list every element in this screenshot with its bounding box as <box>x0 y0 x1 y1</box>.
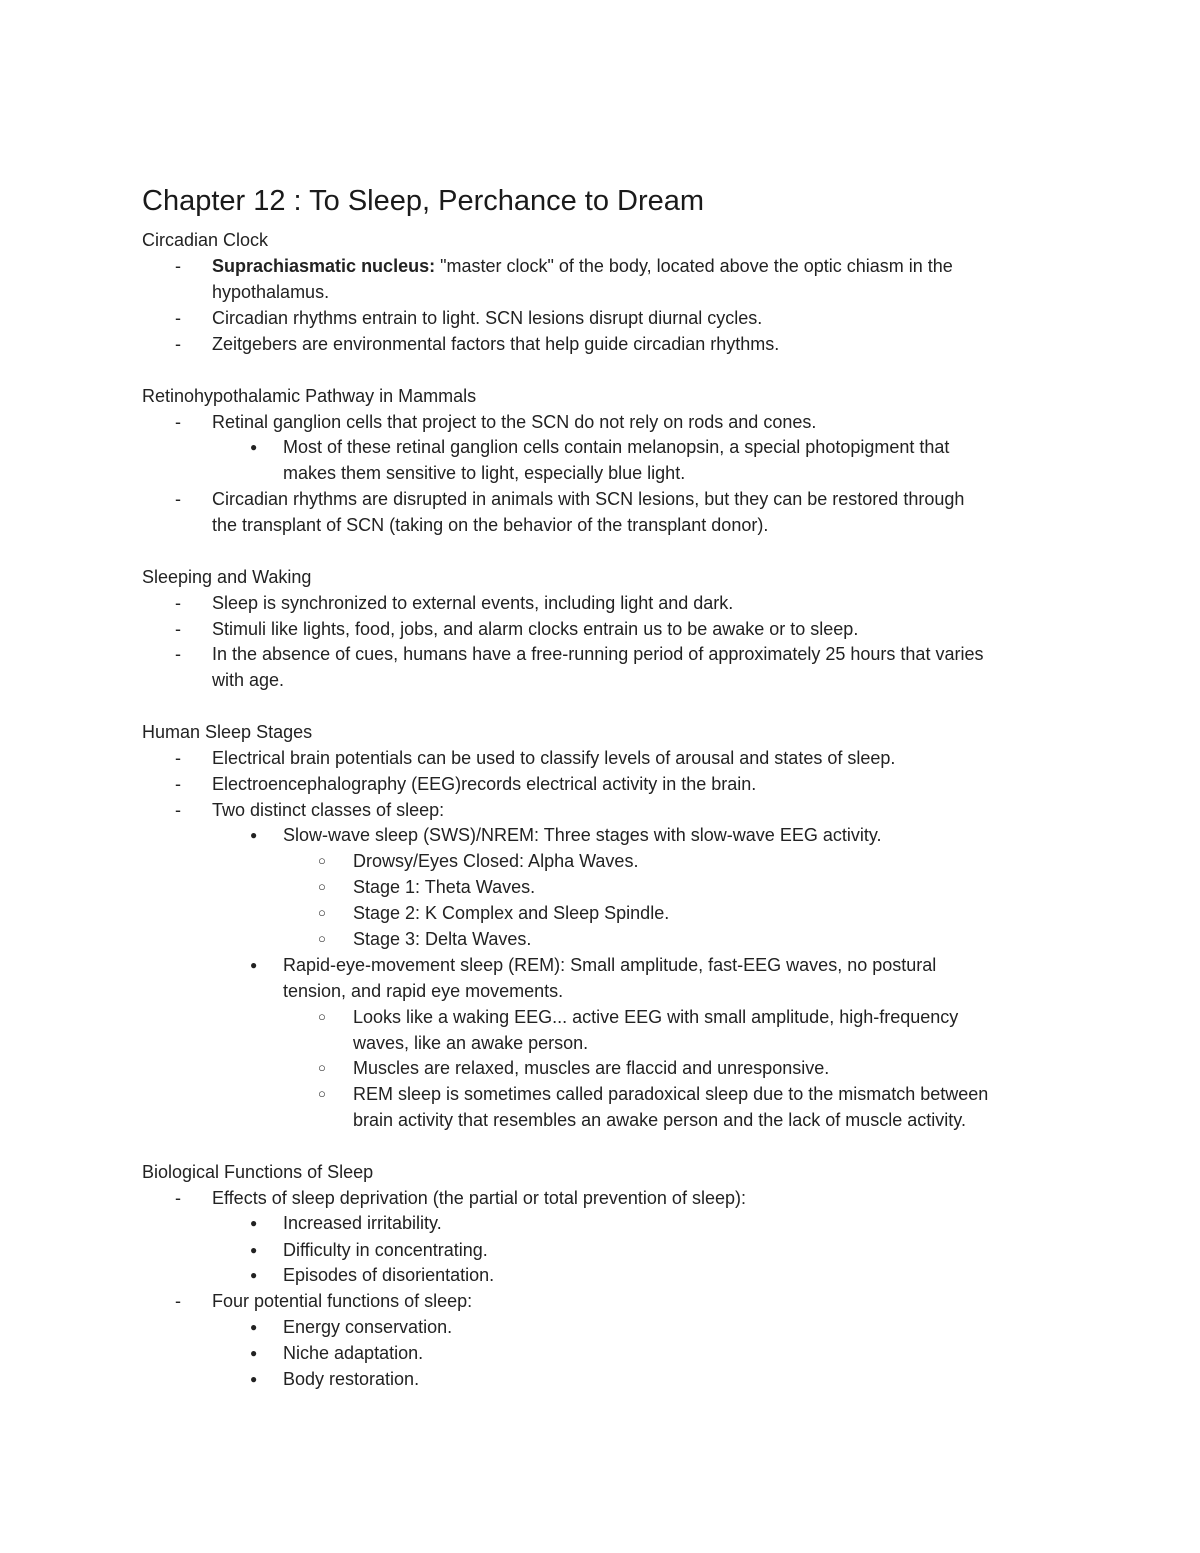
list-item: Electroencephalography (EEG)records electrical activity in the brain. <box>212 774 757 794</box>
sub-list-item: Difficulty in concentrating. <box>283 1240 488 1260</box>
sub-list-item: Increased irritability. <box>283 1213 442 1233</box>
sub-list-item: Episodes of disorientation. <box>283 1265 495 1285</box>
circle-bullet: ○ <box>318 905 326 920</box>
sub-sub-list-item: Stage 1: Theta Waves. <box>353 877 536 897</box>
sub-list-item: Slow-wave sleep (SWS)/NREM: Three stages with slow-wave EEG activity. <box>283 825 882 845</box>
circle-bullet: ○ <box>318 931 326 946</box>
sub-sub-list-item: Drowsy/Eyes Closed: Alpha Waves. <box>353 851 639 871</box>
dash-bullet: - <box>175 774 181 794</box>
disc-bullet: ● <box>250 828 258 842</box>
list-item: Retinal ganglion cells that project to the SCN do not rely on rods and cones. <box>212 412 817 432</box>
sub-sub-list-item-continuation: brain activity that resembles an awake person and the lack of muscle activity. <box>353 1110 966 1130</box>
disc-bullet: ● <box>250 958 258 972</box>
sub-list-item-continuation: makes them sensitive to light, especially blue light. <box>283 463 686 483</box>
disc-bullet: ● <box>250 1216 258 1230</box>
section-heading: Sleeping and Waking <box>142 567 312 587</box>
list-item-continuation: hypothalamus. <box>212 282 330 302</box>
sub-list-item: Rapid-eye-movement sleep (REM): Small amplitude, fast-EEG waves, no postural <box>283 955 937 975</box>
dash-bullet: - <box>175 412 181 432</box>
dash-bullet: - <box>175 593 181 613</box>
disc-bullet: ● <box>250 1243 258 1257</box>
list-item: Two distinct classes of sleep: <box>212 800 445 820</box>
dash-bullet: - <box>175 619 181 639</box>
list-item: Zeitgebers are environmental factors that help guide circadian rhythms. <box>212 334 780 354</box>
list-item <box>212 253 953 279</box>
disc-bullet: ● <box>250 1346 258 1360</box>
dash-bullet: - <box>175 334 181 354</box>
bold-term: Suprachiasmatic nucleus: <box>212 256 436 276</box>
section-heading: Human Sleep Stages <box>142 722 313 742</box>
section-heading: Circadian Clock <box>142 230 269 250</box>
dash-bullet: - <box>175 489 181 509</box>
sub-list-item: Niche adaptation. <box>283 1343 424 1363</box>
disc-bullet: ● <box>250 440 258 454</box>
dash-bullet: - <box>175 308 181 328</box>
sub-sub-list-item: Muscles are relaxed, muscles are flaccid and unresponsive. <box>353 1058 830 1078</box>
circle-bullet: ○ <box>318 879 326 894</box>
sub-list-item: Most of these retinal ganglion cells contain melanopsin, a special photopigment that <box>283 437 950 457</box>
list-item: Sleep is synchronized to external events, including light and dark. <box>212 593 734 613</box>
section-heading: Biological Functions of Sleep <box>142 1162 374 1182</box>
list-item: Circadian rhythms are disrupted in animals with SCN lesions, but they can be restored through <box>212 489 965 509</box>
list-item: Circadian rhythms entrain to light. SCN lesions disrupt diurnal cycles. <box>212 308 763 328</box>
circle-bullet: ○ <box>318 1009 326 1024</box>
circle-bullet: ○ <box>318 1060 326 1075</box>
list-item: In the absence of cues, humans have a free-running period of approximately 25 hours that varies <box>212 644 984 664</box>
dash-bullet: - <box>175 256 181 276</box>
circle-bullet: ○ <box>318 853 326 868</box>
list-item: Electrical brain potentials can be used to classify levels of arousal and states of sleep. <box>212 748 896 768</box>
disc-bullet: ● <box>250 1268 258 1282</box>
sub-sub-list-item: Stage 3: Delta Waves. <box>353 929 532 949</box>
sub-sub-list-item: REM sleep is sometimes called paradoxical sleep due to the mismatch between <box>353 1084 989 1104</box>
dash-bullet: - <box>175 1188 181 1208</box>
list-item-text: "master clock" of the body, located above the optic chiasm in the <box>435 256 953 276</box>
page-title: Chapter 12 : To Sleep, Perchance to Dream <box>142 185 705 217</box>
disc-bullet: ● <box>250 1320 258 1334</box>
section-heading: Retinohypothalamic Pathway in Mammals <box>142 386 477 406</box>
list-item: Four potential functions of sleep: <box>212 1291 473 1311</box>
dash-bullet: - <box>175 748 181 768</box>
dash-bullet: - <box>175 1291 181 1311</box>
list-item: Effects of sleep deprivation (the partial or total prevention of sleep): <box>212 1188 746 1208</box>
sub-sub-list-item-continuation: waves, like an awake person. <box>353 1033 589 1053</box>
sub-list-item-continuation: tension, and rapid eye movements. <box>283 981 564 1001</box>
sub-sub-list-item: Looks like a waking EEG... active EEG with small amplitude, high-frequency <box>353 1007 959 1027</box>
list-item: Stimuli like lights, food, jobs, and alarm clocks entrain us to be awake or to sleep. <box>212 619 859 639</box>
circle-bullet: ○ <box>318 1086 326 1101</box>
list-item-continuation: the transplant of SCN (taking on the behavior of the transplant donor). <box>212 515 769 535</box>
list-item-continuation: with age. <box>212 670 285 690</box>
sub-sub-list-item: Stage 2: K Complex and Sleep Spindle. <box>353 903 670 923</box>
dash-bullet: - <box>175 800 181 820</box>
dash-bullet: - <box>175 644 181 664</box>
disc-bullet: ● <box>250 1372 258 1386</box>
sub-list-item: Body restoration. <box>283 1369 420 1389</box>
sub-list-item: Energy conservation. <box>283 1317 453 1337</box>
